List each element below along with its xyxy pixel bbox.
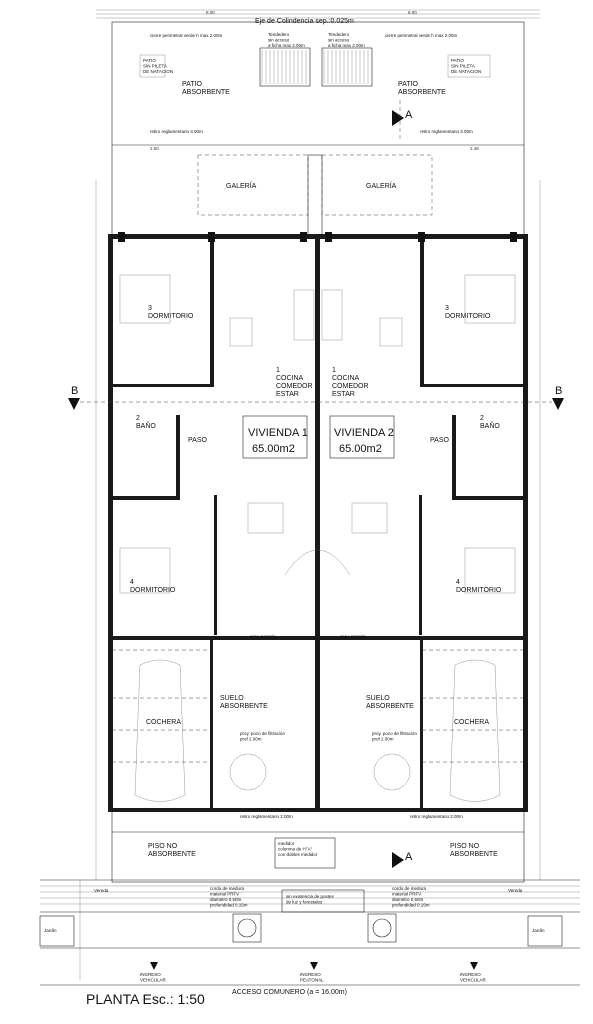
access-label: ACCESO COMUNERO (a = 16.00m) [232, 989, 347, 996]
pergola-note-right: proy. pergola [340, 634, 366, 639]
galeria-label-left: GALERÍA [226, 183, 257, 190]
dormitorio-4-right: 4 DORMITORIO [456, 579, 502, 594]
patio-label-right: PATIO ABSORBENTE [398, 81, 446, 96]
retiro-bottom-left: retiro reglamentario 2.00m [240, 814, 293, 819]
left-wall [108, 234, 113, 812]
bano-label-right: 2 BAÑO [480, 415, 500, 430]
svg-text:2.48: 2.48 [470, 146, 479, 151]
tendedero-label-left: Tendedero sin acceso a ficha max 2.00m [268, 32, 305, 48]
postes-note: sin existencia de postes de luz y forestales [286, 894, 334, 905]
cochera-label-left: COCHERA [146, 719, 182, 726]
entrance-label-3: INGRESO VEHICULAR [460, 972, 486, 983]
section-arrow-a-top [392, 110, 404, 126]
garage-wall [108, 636, 528, 640]
dormitorio-3-left: 3 DORMITORIO [148, 305, 194, 320]
retiro-bottom-right: retiro reglamentario 2.00m [410, 814, 463, 819]
section-mark-a-top: A [405, 109, 413, 121]
patio-label-left: PATIO ABSORBENTE [182, 81, 230, 96]
section-arrow-b-right [552, 398, 564, 410]
right-wall [523, 234, 528, 812]
pozo-note-right: proy. pozo de filtración prof 2.00m [372, 731, 417, 742]
section-mark-b-left: B [71, 385, 79, 397]
pozo-note-left: proy. pozo de filtración prof 2.00m [240, 731, 285, 742]
tendedero-label-right: Tendedero sin acceso a ficha max 2.00m [328, 32, 365, 48]
vereda-label-left: Vereda [94, 888, 109, 893]
piso-label-right: PISO NO ABSORBENTE [450, 843, 498, 858]
cochera-label-right: COCHERA [454, 719, 490, 726]
section-mark-b-right: B [555, 385, 563, 397]
unit-area-1: 65.00m2 [252, 443, 295, 455]
section-mark-a-bottom: A [405, 851, 413, 863]
bano-label-left: 2 BAÑO [136, 415, 156, 430]
jardin-label-left: Jardín [44, 928, 57, 933]
entrance-label-1: INGRESO VEHICULAR [140, 972, 166, 983]
pergola-note-left: proy. pergola [250, 634, 276, 639]
jardin-label-right: Jardín [532, 928, 545, 933]
dormitorio-4-left: 4 DORMITORIO [130, 579, 176, 594]
svg-text:2.50: 2.50 [150, 146, 159, 151]
unit-area-2: 65.00m2 [339, 443, 382, 455]
cordon-note-left: cordo de medura material PRFV diametro 0.50m profundidad 0.15m [210, 886, 248, 908]
patio-pool-label-right: PATIO SIN PILETA DE NATACION [451, 58, 482, 74]
galeria-label-right: GALERÍA [366, 183, 397, 190]
medidor-note: medidor columna de H°A° con dobles medidor [278, 841, 318, 857]
suelo-label-right: SUELO ABSORBENTE [366, 695, 414, 710]
retiro-top-left: retiro reglamentario 3.00m [150, 129, 203, 134]
paso-label-right: PASO [430, 437, 449, 444]
piso-label-left: PISO NO ABSORBENTE [148, 843, 196, 858]
cierre-note-left: cierre perimetral verde h max 2.00m [150, 33, 223, 38]
dormitorio-3-right: 3 DORMITORIO [445, 305, 491, 320]
kitchen-label-right: 1 COCINA COMEDOR ESTAR [332, 367, 369, 398]
retiro-top-right: retiro reglamentario 3.00m [420, 129, 473, 134]
page-title: PLANTA Esc.: 1:50 [86, 991, 205, 1007]
unit-name-1: VIVIENDA 1 [248, 427, 308, 439]
patio-pool-label-left: PATIO SIN PILETA DE NATACION [143, 58, 174, 74]
cordon-note-right: cordo de medura material PRFV diametro 0.50m profundidad 0.15m [392, 886, 430, 908]
paso-label-left: PASO [188, 437, 207, 444]
section-arrow-b-left [68, 398, 80, 410]
top-boundary-label: Eje de Colindencia sep.:0.025m [255, 18, 354, 25]
cierre-note-right: cierre perimetral verde h max 2.00m [385, 33, 458, 38]
kitchen-label-left: 1 COCINA COMEDOR ESTAR [276, 367, 313, 398]
vereda-label-right: Vereda [508, 888, 523, 893]
suelo-label-left: SUELO ABSORBENTE [220, 695, 268, 710]
entrance-label-2: INGRESO PEATONAL [300, 972, 324, 983]
section-arrow-a-bottom [392, 852, 404, 868]
party-wall [315, 234, 320, 812]
svg-text:8.00: 8.00 [408, 10, 417, 15]
svg-text:8.00: 8.00 [206, 10, 215, 15]
unit-name-2: VIVIENDA 2 [334, 427, 394, 439]
